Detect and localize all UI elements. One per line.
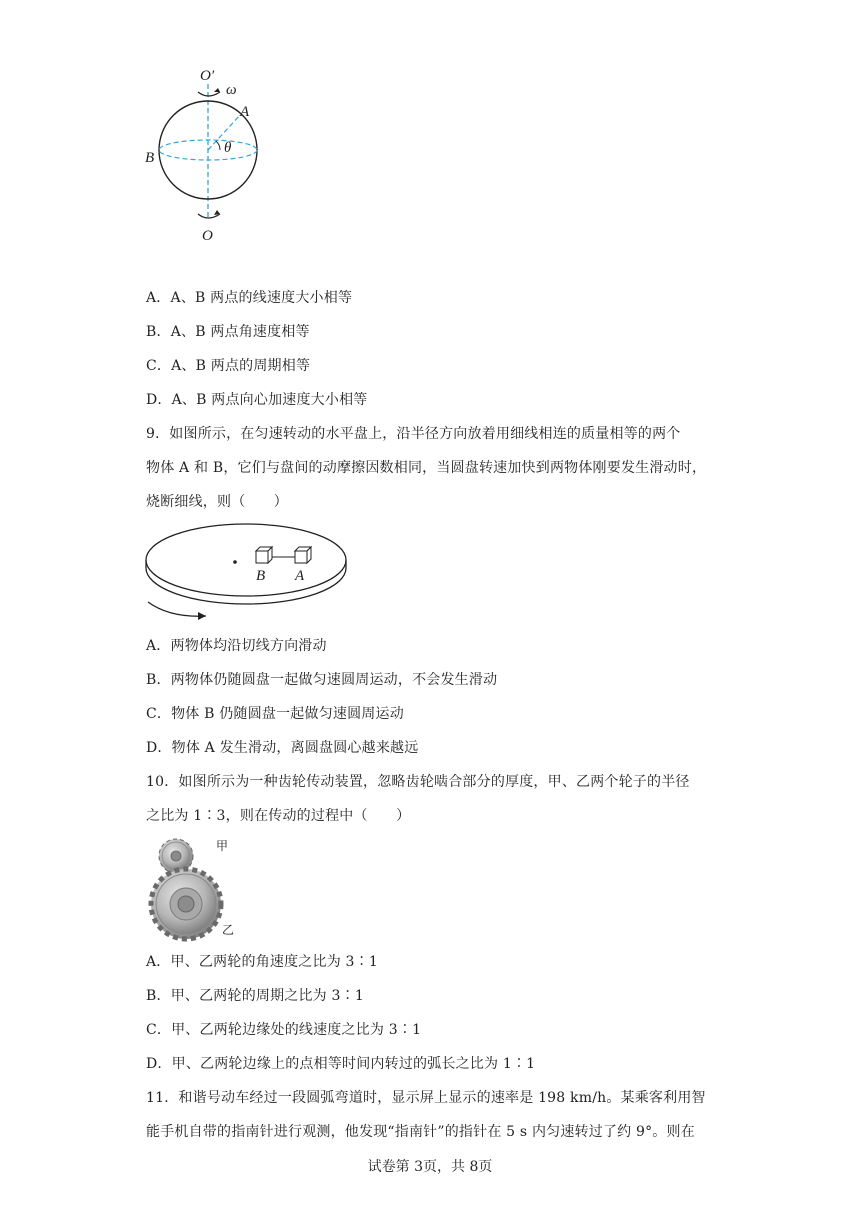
label-b: B: [145, 150, 155, 166]
large-gear-icon: [151, 869, 221, 939]
label-block-b: B: [256, 568, 266, 584]
q11-stem-line-1: 11．和谐号动车经过一段圆弧弯道时，显示屏上显示的速率是 198 km/h。某乘客利用智: [146, 1090, 706, 1106]
q9-stem-line-1: 9．如图所示，在匀速转动的水平盘上，沿半径方向放着用细线相连的质量相等的两个: [146, 426, 681, 442]
sphere-rotation-figure: [140, 62, 280, 252]
q8-option-d: D．A、B 两点向心加速度大小相等: [146, 392, 368, 408]
q9-stem-line-3: 烧断细线，则（ ）: [146, 494, 288, 510]
label-a: A: [240, 104, 250, 120]
q10-option-b: B．甲、乙两轮的周期之比为 3∶1: [146, 988, 364, 1004]
q8-option-a: A．A、B 两点的线速度大小相等: [146, 290, 353, 306]
q9-stem-line-2: 物体 A 和 B，它们与盘间的动摩擦因数相同，当圆盘转速加快到两物体刚要发生滑动时，: [146, 460, 707, 476]
page-footer: 试卷第 3页，共 8页: [367, 1159, 493, 1175]
label-o: O: [202, 228, 213, 244]
q9-option-c: C．物体 B 仍随圆盘一起做匀速圆周运动: [146, 706, 404, 722]
q9-option-a: A．两物体均沿切线方向滑动: [146, 638, 327, 654]
q10-option-a: A．甲、乙两轮的角速度之比为 3∶1: [146, 954, 378, 970]
q9-option-d: D．物体 A 发生滑动，离圆盘圆心越来越远: [146, 740, 419, 756]
q9-option-b: B．两物体仍随圆盘一起做匀速圆周运动，不会发生滑动: [146, 672, 498, 688]
label-omega: ω: [226, 82, 237, 98]
turntable-figure: [140, 522, 360, 626]
q10-option-c: C．甲、乙两轮边缘处的线速度之比为 3∶1: [146, 1022, 422, 1038]
label-gear-jia: 甲: [216, 839, 229, 853]
q10-option-d: D．甲、乙两轮边缘上的点相等时间内转过的弧长之比为 1∶1: [146, 1056, 536, 1072]
label-block-a: A: [295, 568, 305, 584]
q8-option-c: C．A、B 两点的周期相等: [146, 358, 311, 374]
label-gear-yi: 乙: [222, 923, 235, 937]
q10-stem-line-2: 之比为 1∶3，则在传动的过程中（ ）: [146, 808, 411, 824]
gear-figure: [146, 832, 246, 942]
q8-option-b: B．A、B 两点角速度相等: [146, 324, 310, 340]
q10-stem-line-1: 10．如图所示为一种齿轮传动装置，忽略齿轮啮合部分的厚度，甲、乙两个轮子的半径: [146, 774, 690, 790]
label-theta: θ: [224, 140, 232, 156]
label-o-prime: O′: [200, 68, 215, 84]
q11-stem-line-2: 能手机自带的指南针进行观测，他发现“指南针”的指针在 5 s 内匀速转过了约 9°。则在: [146, 1124, 695, 1140]
